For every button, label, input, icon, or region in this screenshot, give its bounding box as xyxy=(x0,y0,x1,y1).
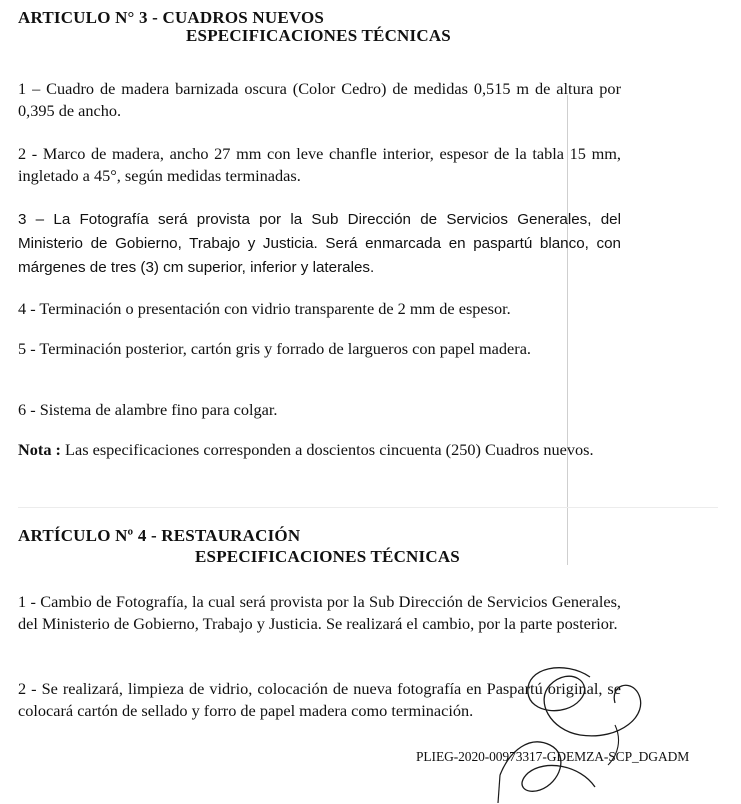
article-3-item-3-text: 3 – La Fotografía será provista por la Sub Dirección de Servicios Generales, del Ministerio de Gobierno, Trabajo y Justicia. Será enmarcada en paspartú blanco, con márgenes de tres (3) cm superior, inferior y laterales. xyxy=(18,211,621,276)
article-4-item-2: 2 - Se realizará, limpieza de vidrio, colocación de nueva fotografía en Paspartú original, se colocará cartón de sellado y forro de papel madera como terminación. xyxy=(18,679,621,720)
article-3-item-1: 1 – Cuadro de madera barnizada oscura (Color Cedro) de medidas 0,515 m de altura por 0,395 de ancho. xyxy=(18,79,621,120)
article-3-item-6: 6 - Sistema de alambre fino para colgar. xyxy=(18,400,278,419)
article-3-note xyxy=(18,439,621,461)
document-code: PLIEG-2020-00973317-GDEMZA-SCP_DGADM xyxy=(416,749,690,764)
article-4-item-1: 1 - Cambio de Fotografía, la cual será provista por la Sub Dirección de Servicios Generales, del Ministerio de Gobierno, Trabajo y Justicia. Se realizará el cambio, por la parte posterior. xyxy=(18,592,621,633)
handwritten-signature xyxy=(440,655,660,804)
article-3-subtitle: ESPECIFICACIONES TÉCNICAS xyxy=(186,26,451,45)
note-label: Nota : xyxy=(18,440,61,459)
article-4-title: ARTÍCULO Nº 4 - RESTAURACIÓN xyxy=(18,526,301,545)
article-3-item-4: 4 - Terminación o presentación con vidrio transparente de 2 mm de espesor. xyxy=(18,299,511,318)
article-3-item-3 xyxy=(18,208,621,280)
article-3-item-5: 5 - Terminación posterior, cartón gris y forrado de largueros con papel madera. xyxy=(18,339,531,358)
article-3-item-2: 2 - Marco de madera, ancho 27 mm con leve chanfle interior, espesor de la tabla 15 mm, ingletado a 45°, según medidas terminadas. xyxy=(18,144,621,185)
article-4-subtitle: ESPECIFICACIONES TÉCNICAS xyxy=(195,547,460,566)
article-3-title: ARTICULO N° 3 - CUADROS NUEVOS xyxy=(18,8,325,27)
note-text: Las especificaciones corresponden a doscientos cincuenta (250) Cuadros nuevos. xyxy=(60,440,594,459)
scan-line xyxy=(18,507,718,508)
